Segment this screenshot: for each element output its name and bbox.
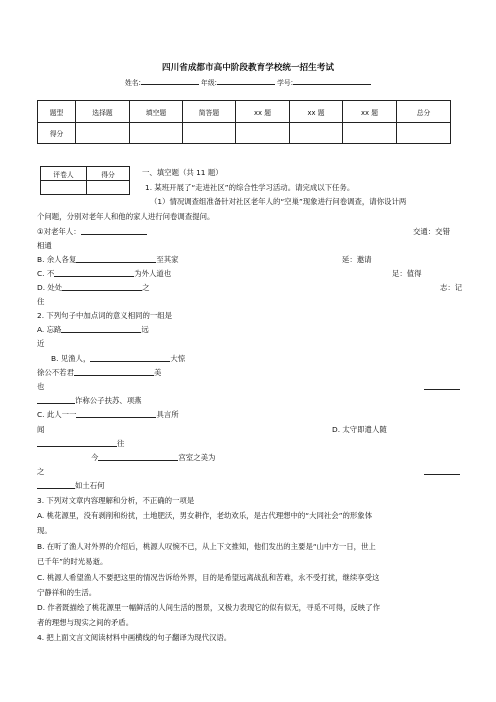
score-cell: 选择题 <box>76 101 130 123</box>
grader-table <box>40 166 130 195</box>
score-input-cell[interactable] <box>183 123 236 144</box>
question-2-option-c <box>37 409 179 420</box>
option-text: C. 此人一一 <box>37 410 77 419</box>
score-cell: 总分 <box>397 101 451 123</box>
option-blank[interactable] <box>62 282 142 291</box>
option-note-cont: 相通 <box>37 241 52 250</box>
id-blank[interactable] <box>293 76 371 85</box>
question-3-option-b: B. 在听了渔人对外界的介绍后，桃源人叹惋不已，从上下文推知，他们发出的主要是“山中方一日，世上 <box>37 542 376 551</box>
score-input-cell[interactable] <box>130 123 183 144</box>
option-note: 交通：交错 <box>413 227 450 236</box>
score-cell: 题型 <box>38 101 76 123</box>
answer-blank[interactable] <box>81 226 147 235</box>
score-table <box>37 100 451 144</box>
question-3-option-c: C. 桃源人希望渔人不要把这里的情况告诉给外界，目的是希望远离战乱和苦难，永不受打扰，继续享受这 <box>37 573 380 582</box>
option-text: 往 <box>117 439 125 448</box>
name-blank[interactable] <box>141 76 199 85</box>
option-text: 诈称公子扶苏、项燕 <box>75 396 142 405</box>
option-blank[interactable] <box>54 268 134 277</box>
question-3-option-d: D. 作者既描绘了桃花源里一幅鲜活的人间生活的图景，又极力表现它的似有似无，寻觅不可得，反映了作 <box>37 603 380 612</box>
score-input-cell[interactable] <box>76 123 130 144</box>
question-2-option-b <box>51 353 185 364</box>
question-1-answer-line <box>37 226 147 237</box>
grader-input-cell[interactable] <box>41 181 87 195</box>
score-table-header-row <box>38 101 451 123</box>
grader-label: 评卷人 <box>41 167 87 181</box>
student-info-line <box>0 76 496 87</box>
question-2-option-d-jin <box>91 452 215 463</box>
option-text: 远 <box>141 325 149 334</box>
score-input-cell[interactable] <box>397 123 451 144</box>
question-2-option-d-zhi: 之 <box>37 467 45 476</box>
option-b-note: 延：邀请 <box>342 255 372 264</box>
option-blank[interactable] <box>76 409 156 418</box>
score-cell: xx 题 <box>343 101 397 123</box>
question-3-option-a: A. 桃花源里，没有剥削和纷扰，土地肥沃，男女耕作，老幼欢乐，是古代理想中的“大同社会”的形象体 <box>37 511 373 520</box>
question-3-option-d-cont: 者的理想与现实之间的矛盾。 <box>37 618 134 627</box>
score-input-cell[interactable] <box>236 123 290 144</box>
score-input-cell[interactable] <box>290 123 343 144</box>
option-blank[interactable] <box>76 254 156 263</box>
option-text: 今 <box>91 453 99 462</box>
name-label: 姓名: <box>124 79 141 87</box>
option-text: 如土石何 <box>75 481 105 490</box>
blank-right[interactable] <box>424 381 460 391</box>
score-input-cell[interactable] <box>343 123 397 144</box>
option-c-note: 足：值得 <box>392 269 422 278</box>
option-blank[interactable] <box>74 367 154 376</box>
option-text: 宫室之美为 <box>178 453 216 462</box>
question-2-option-c-wen: 闻 <box>37 425 45 434</box>
option-b <box>37 254 179 265</box>
question-2: 2. 下列句子中加点词的意义相同的一组是 <box>37 311 173 320</box>
option-text: 徐公不若君 <box>37 368 74 377</box>
question-3: 3. 下列对文章内容理解和分析，不正确的一项是 <box>37 496 195 505</box>
option-text: D. 处处 <box>37 283 63 292</box>
option-text: 为外人道也 <box>134 269 172 278</box>
question-2-ye-cont <box>37 395 142 406</box>
option-text: B. 余人各复 <box>37 255 77 264</box>
question-2-option-a-cont: 近 <box>37 339 45 348</box>
option-blank[interactable] <box>37 438 117 447</box>
question-3-option-a-cont: 现。 <box>37 526 52 535</box>
id-label: 学号: <box>277 79 293 87</box>
score-table-score-row <box>38 123 451 144</box>
option-text: C. 不 <box>37 269 55 278</box>
option-text: B. 见渔人， <box>51 354 91 363</box>
score-cell: 简答题 <box>183 101 236 123</box>
question-1: 1. 某班开展了“走进社区”的综合性学习活动。请完成以下任务。 <box>145 183 355 192</box>
question-3-option-c-cont: 宁静祥和的生活。 <box>37 588 97 597</box>
option-text: 美 <box>153 368 162 377</box>
option-blank[interactable] <box>37 395 75 404</box>
option-blank[interactable] <box>98 452 178 461</box>
question-2-ye: 也 <box>37 382 45 391</box>
option-text: 之 <box>142 283 150 292</box>
option-blank[interactable] <box>37 480 75 489</box>
option-text: A. 忘路 <box>37 325 62 334</box>
option-d-note-cont: 住 <box>37 297 45 306</box>
question-2-option-d: D. 太守即遣人随 <box>332 425 387 434</box>
option-text: 具言所 <box>156 410 179 419</box>
grade-blank[interactable] <box>217 76 275 85</box>
grade-label: 年级: <box>201 79 217 87</box>
score-cell: xx 题 <box>290 101 343 123</box>
question-2-option-b-2 <box>37 367 161 378</box>
score-cell: 填空题 <box>130 101 183 123</box>
option-d-note: 志：记 <box>440 283 463 292</box>
option-c <box>37 268 171 279</box>
exam-title: 四川省成都市高中阶段教育学校统一招生考试 <box>162 63 334 73</box>
grader-score-label: 得分 <box>87 167 130 181</box>
score-row-label: 得分 <box>38 123 76 144</box>
grader-score-input-cell[interactable] <box>87 181 130 195</box>
option-d <box>37 282 150 293</box>
option-blank[interactable] <box>61 324 141 333</box>
score-cell: xx 题 <box>236 101 290 123</box>
option-text: 至其家 <box>156 255 179 264</box>
question-1-sub-1: （1）情况调查组准备针对社区老年人的“空巢”现象进行问卷调查，请你设计两 <box>150 197 407 206</box>
question-4: 4. 把上面文言文阅读材料中画横线的句子翻译为现代汉语。 <box>37 633 232 642</box>
option-blank[interactable] <box>90 353 170 362</box>
question-3-option-b-cont: 已千年”的时光易逝。 <box>37 557 108 566</box>
blank-right-2[interactable] <box>424 466 460 476</box>
question-1-sub-1-cont: 个问题，分别对老年人和他的家人进行问卷调查提问。 <box>37 212 215 221</box>
section-heading: 一、填空题（共 11 题） <box>142 168 223 177</box>
question-2-option-a <box>37 324 149 335</box>
question-2-option-d-last <box>37 480 105 491</box>
answer-prompt: ①对老年人： <box>37 227 81 236</box>
question-2-option-d-wang <box>37 438 124 449</box>
option-text: 大惊 <box>170 354 186 363</box>
